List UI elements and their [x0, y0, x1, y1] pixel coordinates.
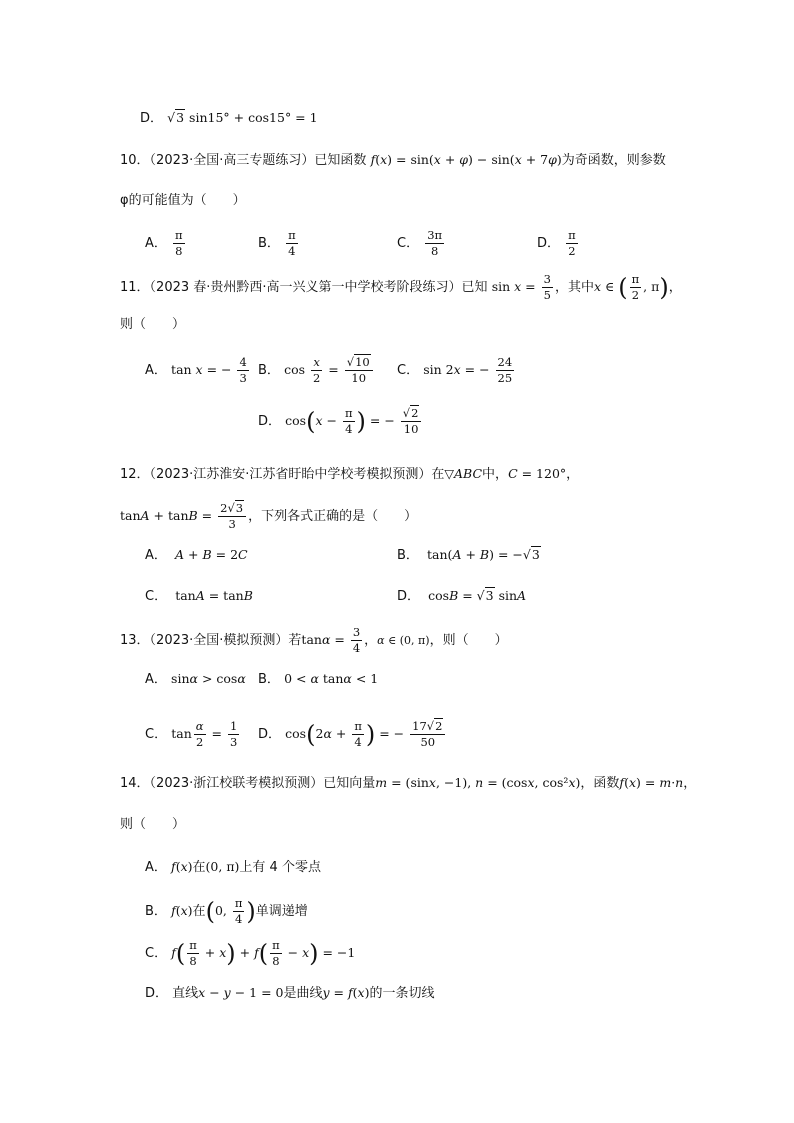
q10-func: f(x) = sin(x + φ) − sin(x + 7φ) [370, 152, 562, 167]
q11-option-a: A． tan x = − $\frac{4}{3}$ [145, 357, 251, 384]
q13-option-b-expr: 0 < α tanα < 1 [284, 671, 379, 686]
q12-option-c: C． tanA = tanB [145, 588, 253, 604]
q12-angle: C = 120° [508, 466, 567, 481]
q11-option-d: D． cos(x − $\frac{\pi}{4}$ ) = − $\frac{√2}{10}$ [258, 408, 423, 435]
q13-stem: 13．（2023·全国·模拟预测）若tanα = $\frac{3}{4}$ ，α ∈ (0, π)，则（ ） [120, 625, 508, 655]
q14-option-b: B． f(x)在(0, $\frac{\pi}{4}$ )单调递增 [145, 896, 308, 926]
q12-option-a-expr: A + B = 2C [175, 547, 248, 562]
q13-option-c-expr: tan $\frac{\alpha}{2}$ = $\frac{1}{3}$ [171, 719, 238, 749]
q12-option-d: D． cosB = √3 sinA [397, 588, 527, 604]
q13-option-c: C． tan $\frac{\alpha}{2}$ = $\frac{1}{3}$ [145, 721, 241, 748]
q12-option-d-expr: cosB = √3 sinA [424, 588, 527, 603]
q9-option-d-expr: √3 sin15° + cos15° = 1 [167, 110, 318, 125]
q11-cond: sin x = $\frac{3}{5}$ [491, 272, 551, 302]
q13-option-d: D． cos(2α + $\frac{\pi}{4}$ ) = − $\frac{17√2}{50}$ [258, 721, 447, 748]
q14-option-a-expr: f(x)在(0, π)上有 4 个零点 [171, 859, 321, 875]
q11-option-d-expr: cos(x − $\frac{\pi}{4}$ ) = − $\frac{√2}{10}$ [285, 413, 423, 428]
q11-range: x ∈ ( $\frac{\pi}{2}$ , π) [593, 272, 669, 302]
q11-option-a-expr: tan x = − $\frac{4}{3}$ [171, 355, 247, 385]
q11-stem: 11．（2023 春·贵州黔西·高一兴义第一中学校考阶段练习）已知 sin x = $\frac{3}{5}$ ，其中x ∈ ( $\frac{\pi}{2}$ , π)， [120, 272, 682, 302]
q14-option-a: A． f(x)在(0, π)上有 4 个零点 [145, 859, 321, 875]
q14-option-d: D． 直线x − y − 1 = 0是曲线y = f(x)的一条切线 [145, 985, 435, 1001]
q10-option-b: B． $\frac{\pi}{4}$ [258, 228, 296, 258]
q14-option-c-expr: f( $\frac{\pi}{8}$ + x) + f( $\frac{\pi}{8}$ − x) = −1 [171, 938, 356, 968]
q10-option-c: C． $\frac{3\pi}{8}$ [397, 228, 443, 258]
q12-triangle: ▽ABC [444, 466, 483, 481]
q12-stem: 12．（2023·江苏淮安·江苏省盱眙中学校考模拟预测）在▽ABC中，C = 120°， [120, 466, 580, 482]
q10-option-a: A． $\frac{\pi}{8}$ [145, 228, 183, 258]
q13-option-d-expr: cos(2α + $\frac{\pi}{4}$ ) = − $\frac{17√2}{50}$ [285, 726, 447, 741]
q10-option-d: D． $\frac{\pi}{2}$ [537, 228, 576, 258]
q14-option-b-expr: f(x)在(0, $\frac{\pi}{4}$ )单调递增 [171, 896, 308, 926]
q11-option-c-expr: sin 2x = − $\frac{24}{25}$ [423, 355, 513, 385]
q9-option-d: D． √3 sin15° + cos15° = 1 [140, 110, 318, 126]
q13-range: α ∈ (0, π) [377, 634, 430, 647]
q11-option-c: C． sin 2x = − $\frac{24}{25}$ [397, 357, 516, 384]
q14-option-d-expr: 直线x − y − 1 = 0是曲线y = f(x)的一条切线 [172, 985, 435, 1001]
q11-stem-2: 则（ ） [120, 317, 186, 332]
q14-stem: 14．（2023·浙江校联考模拟预测）已知向量m = (sinx, −1), n = (cosx, cos²x)，函数f(x) = m·n， [120, 775, 697, 791]
q11-option-b-expr: cos $\frac{x}{2}$ = $\frac{√10}{10}$ [284, 362, 375, 377]
q12-stem-2: tanA + tanB = $\frac{2√3}{3}$ ，下列各式正确的是（ ） [120, 501, 418, 531]
q10-stem-2: φ的可能值为（ ） [120, 193, 246, 208]
q10-stem: 10．（2023·全国·高三专题练习）已知函数 f(x) = sin(x + φ) − sin(x + 7φ)为奇函数，则参数 [120, 152, 666, 168]
q14-option-c: C． f( $\frac{\pi}{8}$ + x) + f( $\frac{\pi}{8}$ − x) = −1 [145, 938, 356, 968]
q12-option-b-expr: tan(A + B) = −√3 [423, 547, 540, 562]
q14-stem-2: 则（ ） [120, 817, 186, 832]
q13-cond: tanα = $\frac{3}{4}$ [301, 625, 361, 655]
q12-cond: tanA + tanB = $\frac{2√3}{3}$ [120, 508, 248, 523]
q12-option-b: B． tan(A + B) = −√3 [397, 547, 540, 563]
q11-option-b: B． cos $\frac{x}{2}$ = $\frac{√10}{10}$ [258, 357, 375, 384]
q13-option-a: A． sinα > cosα [145, 671, 246, 687]
q14-func: f(x) = m·n [619, 775, 684, 790]
q13-option-b: B． 0 < α tanα < 1 [258, 671, 379, 687]
q14-vectors: m = (sinx, −1), n = (cosx, cos²x) [375, 775, 581, 790]
q12-option-c-expr: tanA = tanB [171, 588, 253, 603]
q12-option-a: A． A + B = 2C [145, 547, 248, 563]
q13-option-a-expr: sinα > cosα [171, 671, 246, 686]
